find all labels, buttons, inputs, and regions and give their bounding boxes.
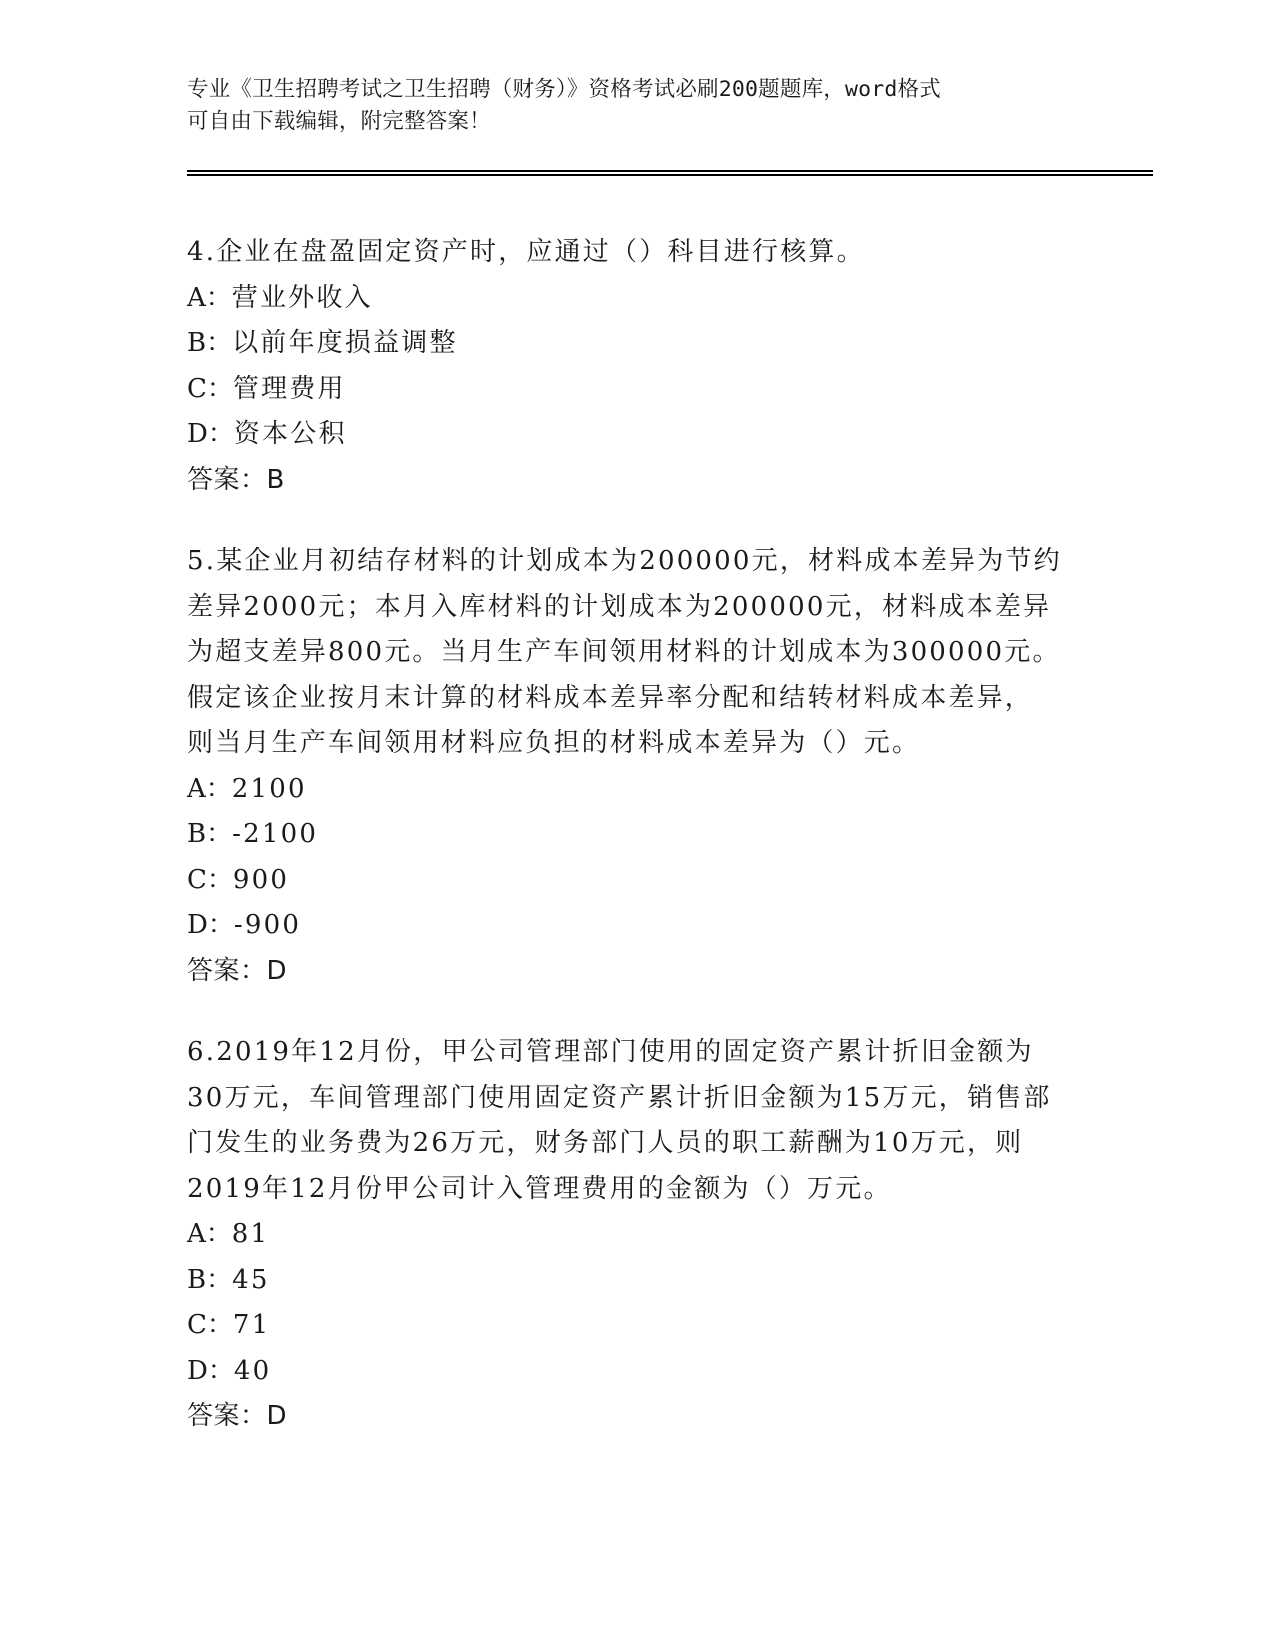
option-text: 以前年度损益调整 bbox=[232, 328, 458, 358]
option-d bbox=[187, 1349, 1087, 1395]
option-c bbox=[187, 367, 1087, 413]
option-label: D： bbox=[187, 1355, 234, 1386]
option-a bbox=[187, 276, 1087, 322]
question-4 bbox=[187, 230, 1087, 503]
option-label: B： bbox=[187, 328, 233, 358]
option-text: 2100 bbox=[231, 773, 307, 804]
question-text-line-1: 5.某企业月初结存材料的计划成本为200000元，材料成本差异为节约 bbox=[187, 546, 1062, 576]
answer: 答案：B bbox=[187, 464, 285, 495]
option-a bbox=[187, 1212, 1087, 1258]
question-5 bbox=[187, 539, 1087, 994]
question-text-line-3: 为超支差异800元。当月生产车间领用材料的计划成本为300000元。 bbox=[187, 637, 1061, 667]
answer: 答案：D bbox=[187, 1401, 288, 1431]
option-text: 81 bbox=[231, 1219, 270, 1249]
header-line-1: 专业《卫生招聘考试之卫生招聘（财务）》资格考试必刷200题题库，word格式 bbox=[187, 77, 941, 102]
option-label: C： bbox=[187, 864, 233, 895]
option-b bbox=[187, 321, 1087, 367]
option-text: 900 bbox=[232, 864, 290, 895]
document-header bbox=[187, 74, 1087, 138]
option-text: 营业外收入 bbox=[231, 282, 373, 313]
option-text: 71 bbox=[232, 1310, 271, 1340]
header-rule-top bbox=[187, 170, 1153, 172]
option-b bbox=[187, 1258, 1087, 1304]
option-c bbox=[187, 858, 1087, 904]
option-label: B： bbox=[187, 1264, 233, 1295]
option-d bbox=[187, 412, 1087, 458]
option-c bbox=[187, 1303, 1087, 1349]
question-6 bbox=[187, 1030, 1087, 1440]
option-label: D： bbox=[187, 910, 234, 940]
option-label: A： bbox=[187, 282, 232, 313]
option-a bbox=[187, 767, 1087, 813]
header-rule-bottom bbox=[187, 174, 1153, 176]
option-label: A： bbox=[187, 773, 232, 804]
option-text: 资本公积 bbox=[233, 419, 347, 449]
question-text-line-3: 门发生的业务费为26万元，财务部门人员的职工薪酬为10万元，则 bbox=[187, 1128, 1024, 1158]
option-text: 管理费用 bbox=[232, 373, 346, 404]
option-b bbox=[187, 812, 1087, 858]
question-text-line-2: 差异2000元；本月入库材料的计划成本为200000元，材料成本差异 bbox=[187, 591, 1052, 622]
option-text: 45 bbox=[232, 1264, 270, 1295]
question-text-line-2: 30万元，车间管理部门使用固定资产累计折旧金额为15万元，销售部 bbox=[187, 1082, 1052, 1113]
question-text-line-1: 6.2019年12月份，甲公司管理部门使用的固定资产累计折旧金额为 bbox=[187, 1037, 1034, 1067]
question-text: 4.企业在盘盈固定资产时，应通过（）科目进行核算。 bbox=[187, 237, 865, 267]
option-label: C： bbox=[187, 373, 233, 404]
option-label: A： bbox=[187, 1219, 232, 1249]
question-text-line-4: 假定该企业按月末计算的材料成本差异率分配和结转材料成本差异， bbox=[187, 682, 1034, 713]
option-label: D： bbox=[187, 419, 234, 449]
option-text: -2100 bbox=[232, 819, 319, 849]
header-line-2: 可自由下载编辑，附完整答案！ bbox=[187, 109, 491, 134]
option-label: B： bbox=[187, 819, 233, 849]
option-text: -900 bbox=[233, 910, 302, 940]
answer: 答案：D bbox=[187, 955, 288, 986]
option-label: C： bbox=[187, 1310, 233, 1340]
option-d bbox=[187, 903, 1087, 949]
question-text-line-5: 则当月生产车间领用材料应负担的材料成本差异为（）元。 bbox=[187, 728, 921, 758]
question-text-line-4: 2019年12月份甲公司计入管理费用的金额为（）万元。 bbox=[187, 1173, 892, 1204]
option-text: 40 bbox=[233, 1355, 272, 1386]
question-list bbox=[187, 230, 1087, 1476]
